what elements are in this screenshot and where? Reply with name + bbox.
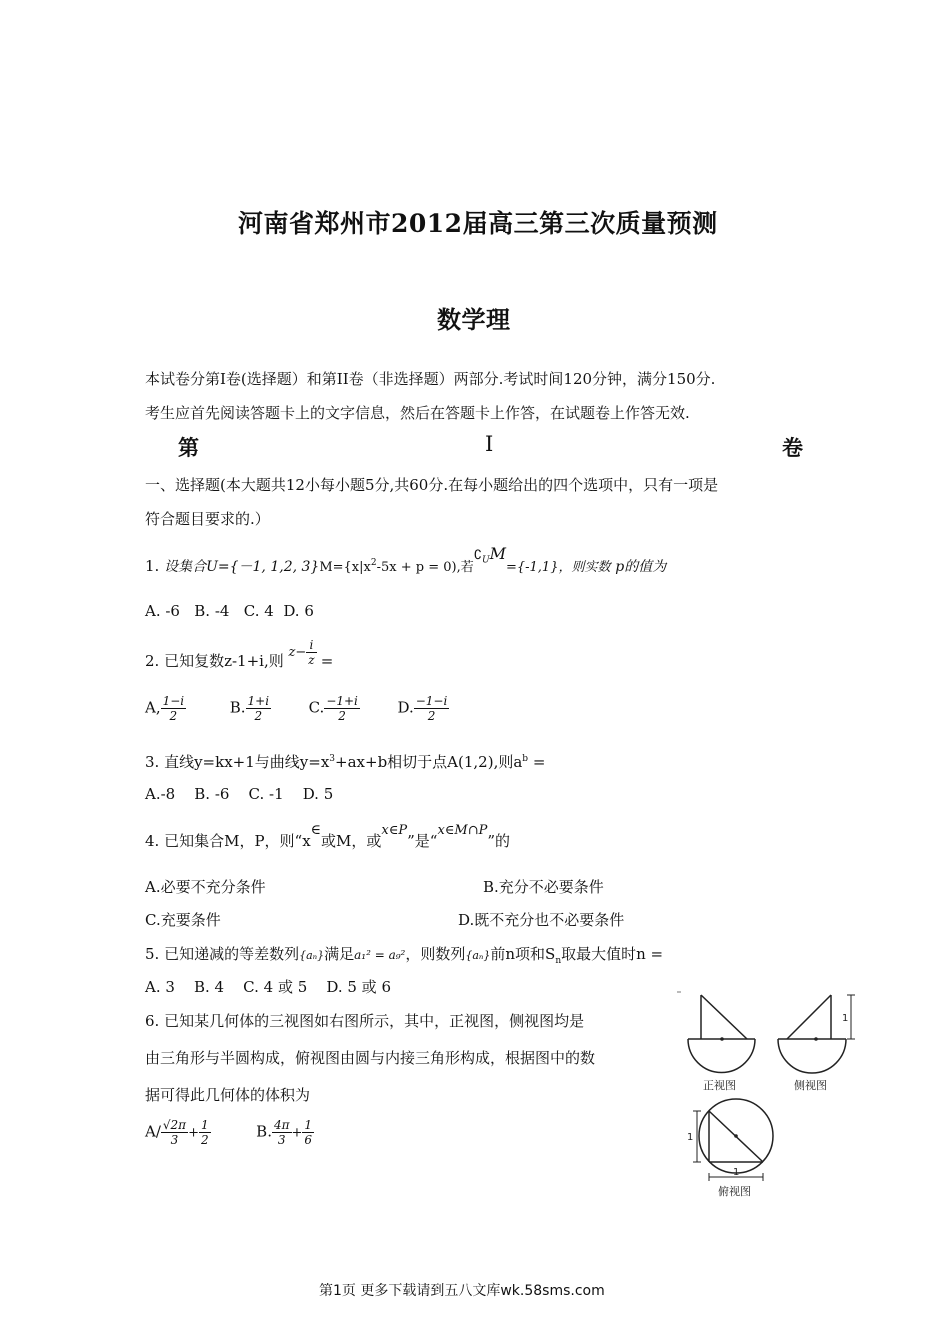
q2-opt-b xyxy=(246,694,272,723)
q4-text-b: 或M，或 xyxy=(321,832,382,850)
question-4 xyxy=(145,822,511,851)
top-view-dimension-left: 1 xyxy=(687,1132,694,1143)
top-view-dimension-bottom: 1 xyxy=(733,1167,740,1178)
q4-option-d: D.既不充分也不必要条件 xyxy=(458,911,625,929)
q6-line-3: 据可得此几何体的体积为 xyxy=(145,1086,311,1104)
instructions-line-1: 一、选择题(本大题共12小每小题5分,共60分.在每小题给出的四个选项中，只有一项是 xyxy=(145,476,719,494)
q2-frac-den: z xyxy=(308,653,315,667)
q1-question: p的值为 xyxy=(615,559,667,575)
q2-opt-d-num: −1−i xyxy=(415,694,448,708)
q1-sup: 2 xyxy=(370,558,377,568)
top-view-label: 俯视图 xyxy=(718,1185,751,1198)
q4-in-symbol: ∈ xyxy=(310,822,322,838)
q4-option-c: C.充要条件 xyxy=(145,911,221,929)
q2-z: z xyxy=(288,645,296,660)
q6-opt-a-label: A/ xyxy=(145,1122,161,1141)
q1-options: A. -6 B. -4 C. 4 D. 6 xyxy=(145,602,314,620)
question-2 xyxy=(145,638,334,677)
q1-complement-symbol: ∁ xyxy=(473,548,482,563)
subject-title: 数学理 xyxy=(437,305,511,334)
q6-opt-b-plus: + xyxy=(291,1125,303,1141)
q2-opt-c-label: C. xyxy=(308,698,325,717)
q5-text-c: ，则数列 xyxy=(405,945,466,963)
q1-result: ={-1,1}，则实数 xyxy=(505,560,611,575)
q2-opt-a-den: 2 xyxy=(169,709,178,723)
q6-opt-b-num2: 1 xyxy=(304,1118,313,1132)
q2-opt-b-num: 1+i xyxy=(247,694,270,708)
q3-text-a: 3. 直线y=kx+1与曲线y=x xyxy=(145,753,330,771)
q6-opt-b-num: 4π xyxy=(273,1118,290,1132)
front-view-slant-edge xyxy=(701,995,747,1039)
q5-options: A. 3 B. 4 C. 4 或 5 D. 5 或 6 xyxy=(145,978,391,996)
q6-opt-a-den: 3 xyxy=(170,1133,179,1147)
q4-option-b: B.充分不必要条件 xyxy=(483,878,604,896)
q2-opt-a-label: A, xyxy=(145,698,161,717)
q5-text-e: 取最大值时n = xyxy=(561,945,664,963)
side-view-dimension: 1 xyxy=(842,1013,849,1024)
q5-text-b: 满足 xyxy=(324,945,355,963)
side-view-semicircle xyxy=(778,1039,846,1073)
q6-opt-b-frac2 xyxy=(302,1118,314,1147)
q6-opt-a-frac2 xyxy=(199,1118,211,1147)
q3-sup-b: b xyxy=(522,754,529,764)
q2-opt-d xyxy=(414,694,450,723)
section-heading-part2: I xyxy=(485,432,494,456)
question-1 xyxy=(145,544,667,578)
q1-complement-sub: U xyxy=(481,555,490,566)
q5-sub-n: n xyxy=(555,956,562,966)
q2-opt-c-num: −1+i xyxy=(326,694,358,708)
q4-in-mp: x∈M∩P xyxy=(437,823,488,838)
top-view-center-dot xyxy=(734,1134,738,1138)
q2-opt-b-label: B. xyxy=(229,698,246,717)
side-view-center-dot xyxy=(814,1037,818,1041)
q6-opt-a-frac1 xyxy=(161,1118,188,1147)
q2-expression xyxy=(288,638,321,667)
q6-opt-b-den2: 6 xyxy=(304,1133,313,1147)
q5-an-2: {aₙ} xyxy=(465,949,491,962)
question-3 xyxy=(145,751,545,772)
instructions-line-2: 符合题目要求的.） xyxy=(145,510,270,528)
question-5 xyxy=(145,943,663,966)
q1-eq: -5x + p = 0),若 xyxy=(376,560,474,575)
q5-equation: a₁² = a₉² xyxy=(354,948,406,962)
q2-opt-d-label: D. xyxy=(397,698,414,717)
q3-options: A.-8 B. -6 C. -1 D. 5 xyxy=(145,785,334,803)
front-view-label: 正视图 xyxy=(703,1079,736,1092)
q2-opt-c xyxy=(324,694,360,723)
q2-opt-a xyxy=(161,694,187,723)
q6-line-2: 由三角形与半圆构成，俯视图由圆与内接三角形构成，根据图中的数 xyxy=(145,1049,596,1067)
section-heading-part3: 卷 xyxy=(782,435,803,460)
q6-options xyxy=(145,1118,314,1147)
q4-in-p: x∈P xyxy=(381,823,408,838)
intro-line-1: 本试卷分第Ⅰ卷(选择题）和第II卷（非选择题）两部分.考试时间120分钟，满分150分. xyxy=(145,370,716,388)
q2-opt-b-den: 2 xyxy=(254,709,263,723)
front-view-center-dot xyxy=(720,1037,724,1041)
q6-line-1: 6. 已知某几何体的三视图如右图所示，其中，正视图，侧视图均是 xyxy=(145,1012,585,1030)
section-heading-part1: 第 xyxy=(178,435,199,460)
q4-text-a: 4. 已知集合M，P，则“x xyxy=(145,832,311,850)
q2-eq: = xyxy=(320,652,334,670)
front-view xyxy=(688,995,755,1073)
q6-opt-b-label: B. xyxy=(256,1122,272,1141)
q3-text-c: = xyxy=(528,753,546,771)
q6-opt-b-frac1 xyxy=(272,1118,292,1147)
q6-opt-a-den2: 2 xyxy=(200,1133,209,1147)
q2-frac-num: i xyxy=(306,638,316,653)
side-view-label: 侧视图 xyxy=(794,1079,827,1092)
q1-complement-expr xyxy=(473,544,506,566)
q2-options xyxy=(145,694,449,723)
q1-set-m: M={x|x xyxy=(319,560,371,575)
q2-minus: − xyxy=(295,645,307,660)
side-view xyxy=(778,995,855,1073)
q1-set-u: 设集合U={－1, 1,2, 3} xyxy=(164,559,320,575)
q5-text-a: 5. 已知递减的等差数列 xyxy=(145,945,300,963)
q2-opt-d-den: 2 xyxy=(427,709,436,723)
q4-text-d: ”的 xyxy=(487,832,511,850)
q3-text-b: +ax+b相切于点A(1,2),则a xyxy=(335,753,523,771)
q4-option-a: A.必要不充分条件 xyxy=(145,878,266,896)
q4-text-c: ”是“ xyxy=(407,832,438,850)
front-view-semicircle xyxy=(688,1039,755,1073)
intro-line-2: 考生应首先阅读答题卡上的文字信息，然后在答题卡上作答，在试题卷上作答无效. xyxy=(145,404,690,422)
q2-opt-a-num: 1−i xyxy=(162,694,185,708)
q6-opt-b-den: 3 xyxy=(277,1133,286,1147)
page-title: 河南省郑州市2012届高三第三次质量预测 xyxy=(238,209,718,238)
q6-opt-a-num2: 1 xyxy=(200,1118,209,1132)
q3-sup: 3 xyxy=(329,754,336,764)
q1-number: 1. xyxy=(145,557,160,575)
q2-opt-c-den: 2 xyxy=(338,709,346,723)
side-view-slant-edge xyxy=(787,995,831,1039)
q5-text-d: 前n项和S xyxy=(490,945,556,963)
q6-opt-a-num: √2π xyxy=(162,1118,187,1132)
three-view-figure xyxy=(670,985,870,1200)
q5-an-1: {aₙ} xyxy=(299,949,325,962)
q1-complement-m: M xyxy=(489,544,506,563)
q2-text: 2. 已知复数z-1+i,则 xyxy=(145,652,284,670)
page-footer: 第1页 更多下载请到五八文库wk.58sms.com xyxy=(319,1283,605,1299)
q6-opt-a-plus: + xyxy=(188,1125,199,1141)
